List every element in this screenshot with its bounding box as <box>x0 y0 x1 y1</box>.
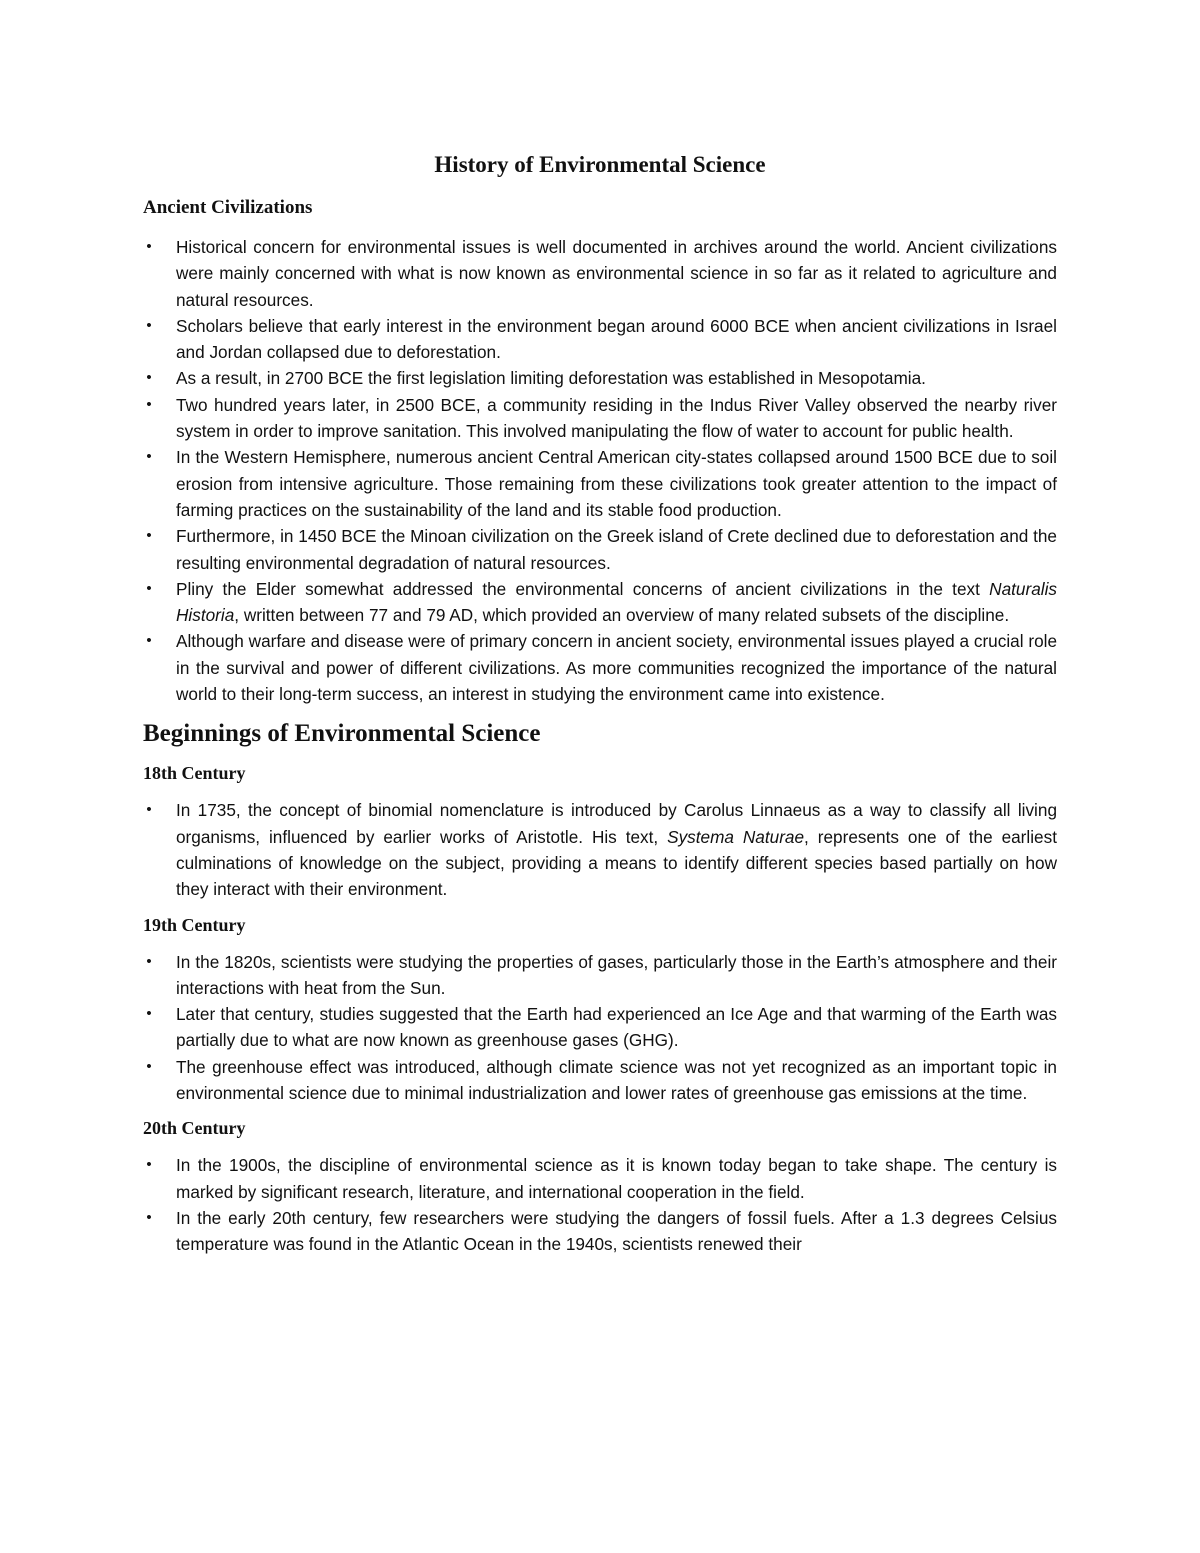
list-item-text: Historical concern for environmental issues is well documented in archives around the world. Ancient civilizations were mainly concerned with what is now known as environmental science in so far as it related to agriculture and natural resources. <box>176 237 1057 310</box>
pliny-text-before: Pliny the Elder somewhat addressed the environmental concerns of ancient civilizations in the text <box>176 578 990 599</box>
pliny-text-after: , written between 77 and 79 AD, which provided an overview of many related subsets of the discipline. <box>234 605 1010 626</box>
bullet-icon: • <box>146 952 152 970</box>
bullet-icon: • <box>146 1005 152 1023</box>
list-item <box>143 234 1057 313</box>
list-item-text: Scholars believe that early interest in the environment began around 6000 BCE when ancient civilizations in Israel and Jordan collapsed due to deforestation. <box>176 315 1057 363</box>
list-item <box>143 1054 1057 1107</box>
list-item <box>143 1152 1057 1205</box>
c20-bullet-list <box>143 1152 1057 1257</box>
list-item <box>143 628 1057 707</box>
c19-bullet-list <box>143 949 1057 1107</box>
list-item-text: In the 1900s, the discipline of environmental science as it is known today began to take shape. The century is marked by significant research, literature, and international cooperation in the field. <box>176 1155 1057 1202</box>
bullet-icon: • <box>146 238 152 255</box>
section-heading-beginnings: Beginnings of Environmental Science <box>143 720 541 748</box>
document-title: History of Environmental Science <box>434 152 766 177</box>
bullet-icon: • <box>146 1208 152 1226</box>
subheading-20th-century: 20th Century <box>143 1118 246 1139</box>
list-item <box>143 444 1057 523</box>
systema-naturae-title: Systema Naturae <box>667 826 805 847</box>
bullet-icon: • <box>146 1057 152 1075</box>
list-item <box>143 1205 1057 1258</box>
subheading-19th-century: 19th Century <box>143 914 246 935</box>
list-item <box>143 797 1057 902</box>
list-item-text: Later that century, studies suggested that the Earth had experienced an Ice Age and that warming of the Earth was partially due to what are now known as greenhouse gases (GHG). <box>176 1004 1057 1051</box>
bullet-icon: • <box>146 632 152 650</box>
bullet-icon: • <box>146 579 152 597</box>
list-item <box>143 365 1057 391</box>
list-item <box>143 1001 1057 1054</box>
bullet-icon: • <box>146 369 152 387</box>
list-item-text: In the early 20th century, few researchers were studying the dangers of fossil fuels. After a 1.3 degrees Celsius temperature was found in the Atlantic Ocean in the 1940s, scientists renewed their <box>176 1207 1057 1255</box>
list-item <box>143 392 1057 445</box>
list-item <box>143 313 1057 366</box>
list-item <box>143 523 1057 576</box>
list-item-text: Furthermore, in 1450 BCE the Minoan civilization on the Greek island of Crete declined due to deforestation and the resulting environmental degradation of natural resources. <box>176 526 1057 573</box>
linnaeus-text-before: In 1735, the concept of binomial nomenclature is introduced by Carolus Linnaeus as a way to classify all living organisms, influenced by earlier works of Aristotle. His text, <box>176 800 1057 847</box>
list-item-text: Although warfare and disease were of primary concern in ancient society, environmental issues played a crucial role in the survival and power of different civilizations. As more communities recognized the importance of the natural world to their long-term success, an interest in studying the environment came into existence. <box>176 631 1057 705</box>
list-item-text: The greenhouse effect was introduced, although climate science was not yet recognized as an important topic in environmental science due to minimal industrialization and lower rates of greenhouse gas emissions at the time. <box>176 1056 1057 1104</box>
list-item-text: As a result, in 2700 BCE the first legislation limiting deforestation was established in Mesopotamia. <box>176 368 926 389</box>
ancient-bullet-list <box>143 234 1057 707</box>
bullet-icon: • <box>146 316 152 334</box>
list-item <box>143 576 1057 629</box>
list-item <box>143 949 1057 1002</box>
subheading-18th-century: 18th Century <box>143 763 246 784</box>
list-item-text: Two hundred years later, in 2500 BCE, a community residing in the Indus River Valley observed the nearby river system in order to improve sanitation. This involved manipulating the flow of water to account for public health. <box>176 394 1057 442</box>
linnaeus-text-after: , represents one of the earliest culminations of knowledge on the subject, providing a means to identify different species based partially on how they interact with their environment. <box>176 826 1057 900</box>
naturalis-historia-title: Naturalis Historia <box>176 578 1057 626</box>
bullet-icon: • <box>146 1156 152 1174</box>
bullet-icon: • <box>146 395 152 413</box>
bullet-icon: • <box>146 527 152 545</box>
bullet-icon: • <box>146 448 152 466</box>
c18-bullet-list <box>143 797 1057 902</box>
list-item-text: In the 1820s, scientists were studying the properties of gases, particularly those in the Earth’s atmosphere and their interactions with heat from the Sun. <box>176 951 1057 998</box>
bullet-icon: • <box>146 801 152 819</box>
section-heading-ancient: Ancient Civilizations <box>143 197 313 218</box>
document-body <box>143 148 1057 1264</box>
list-item-text: In the Western Hemisphere, numerous ancient Central American city-states collapsed around 1500 BCE due to soil erosion from intensive agriculture. Those remaining from these civilizations took greater attention to the impact of farming practices on the sustainability of the land and its stable food production. <box>176 447 1057 520</box>
